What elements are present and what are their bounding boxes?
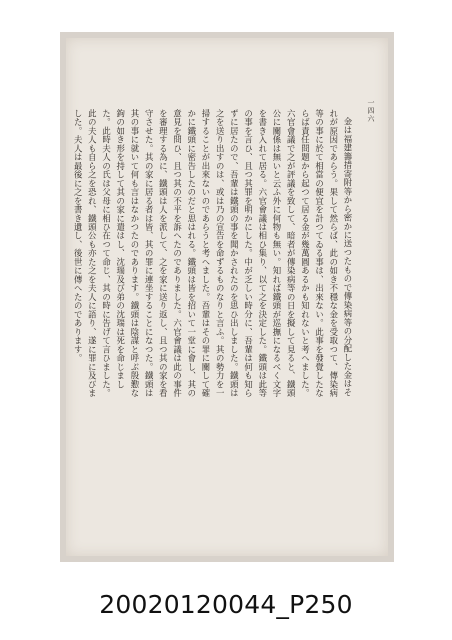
page-number: 一四六 — [367, 99, 375, 123]
book-page — [66, 38, 388, 556]
image-caption: 20020120044_P250 — [99, 590, 353, 619]
body-text: 金は福建籌措寄附等から密かに送つたもので傳染病等の分配した金はそれが原因であらう。果して然らば、此の如き不穩な金を受取つて、傳染病等の事に於て相當の便宜を計つてゐる事は、出來ない。此事を發覺したならば責任問題から起つて居る金が幾萬圓あるかも知れないと考へました。六官會議で之が評議を致して、暗者が傳染病等の日を擬して見ると、鐵頭公に關係は無いと云ふ外に何物も無い。知れば鐵頭が巡撫になるべく文字を書き入れて居る。六官會議は相ひ集り、以て之を決定した。鐵頭は此等の事を言ひ、且つ其罪を明かにした。中が乏しい時分に、吾輩は何も知らずに居たので、吾輩は鐵頭の事を聞かされたのを思ひ出しました。鐵頭は之を送り出すのは、或は乃の宣告を命ずるものなりと言ふ。其の勢力を一掃することが出來ないのであらうと考へました。吾輩はその罪に關して確かに鐵頭に密告したのだと思はれる。鐵頭は皆を招いて一堂に會し、其の意見を問ひ、且つ其の不平を訴へたのでありました。六官會議は此の事件を審理する為に、鐵頭は人を派して、之を家に送り返し、且つ其の家を看守させた。其の家に居る者は皆、其の罪に連坐することになつた。鐵頭は其の事に就いて何も言はなかつたのであります。鐵頭は陰謀と呼ぶ殷懃な鉤の如き形を持して其の家に遣はし、沈瑞及び弟の沈瑞は死を命じました。此時夫人の氏は父母に相ひ在つて命じ、其の時に告げて言ひました。此の夫人も自ら之を恐れ、鐵頭公も亦た之を夫人に語り、遂に罪に及びました。夫人は最後に之を書き遺し、後世に傳へたのであります。 — [73, 109, 353, 398]
vertical-japanese-text — [73, 109, 355, 399]
